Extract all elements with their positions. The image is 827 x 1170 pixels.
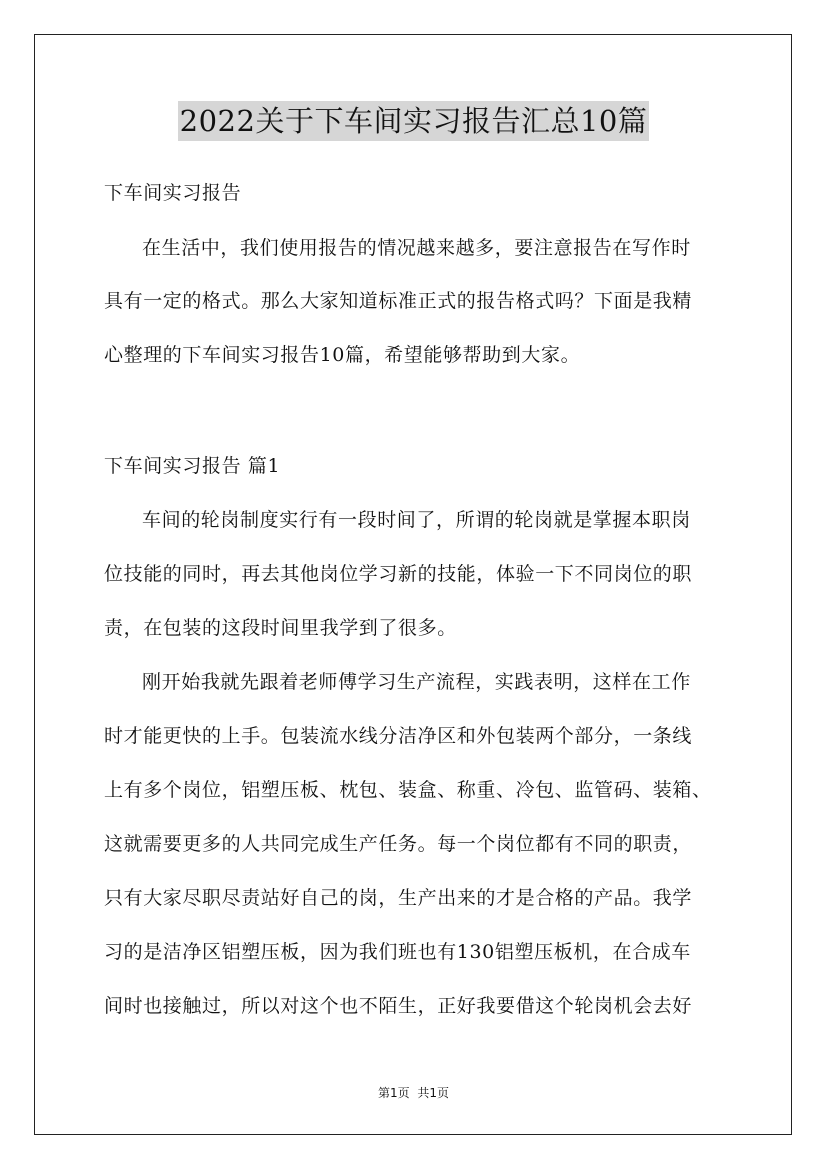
paragraph-line: 心整理的下车间实习报告10篇，希望能够帮助到大家。 [104,344,581,366]
title-block [0,101,827,141]
page-total: 共1页 [417,1086,450,1100]
paragraph-line: 具有一定的格式。那么大家知道标准正式的报告格式吗？下面是我精 [104,290,693,312]
section-heading: 下车间实习报告 [104,182,242,204]
paragraph-line: 责，在包装的这段时间里我学到了很多。 [104,617,457,639]
paragraph-line: 刚开始我就先跟着老师傅学习生产流程，实践表明，这样在工作 [142,671,691,693]
paragraph-line: 位技能的同时，再去其他岗位学习新的技能，体验一下不同岗位的职 [104,563,693,585]
page-footer [0,1086,827,1100]
paragraph-line: 间时也接触过，所以对这个也不陌生，正好我要借这个轮岗机会去好 [104,995,693,1017]
paragraph-line: 习的是洁净区铝塑压板，因为我们班也有130铝塑压板机，在合成车 [104,941,691,963]
paragraph-line: 车间的轮岗制度实行有一段时间了，所谓的轮岗就是掌握本职岗 [142,509,691,531]
paragraph-line: 在生活中，我们使用报告的情况越来越多，要注意报告在写作时 [142,237,691,259]
document-title: 2022关于下车间实习报告汇总10篇 [178,101,650,141]
paragraph-line: 上有多个岗位，铝塑压板、枕包、装盒、称重、冷包、监管码、装箱、 [104,779,712,801]
page-number: 第1页 [377,1086,410,1100]
paragraph-line: 时才能更快的上手。包装流水线分洁净区和外包装两个部分，一条线 [104,725,693,747]
paragraph-line: 这就需要更多的人共同完成生产任务。每一个岗位都有不同的职责， [104,833,693,855]
paragraph-line: 只有大家尽职尽责站好自己的岗，生产出来的才是合格的产品。我学 [104,887,693,909]
section-heading: 下车间实习报告 篇1 [104,455,281,477]
